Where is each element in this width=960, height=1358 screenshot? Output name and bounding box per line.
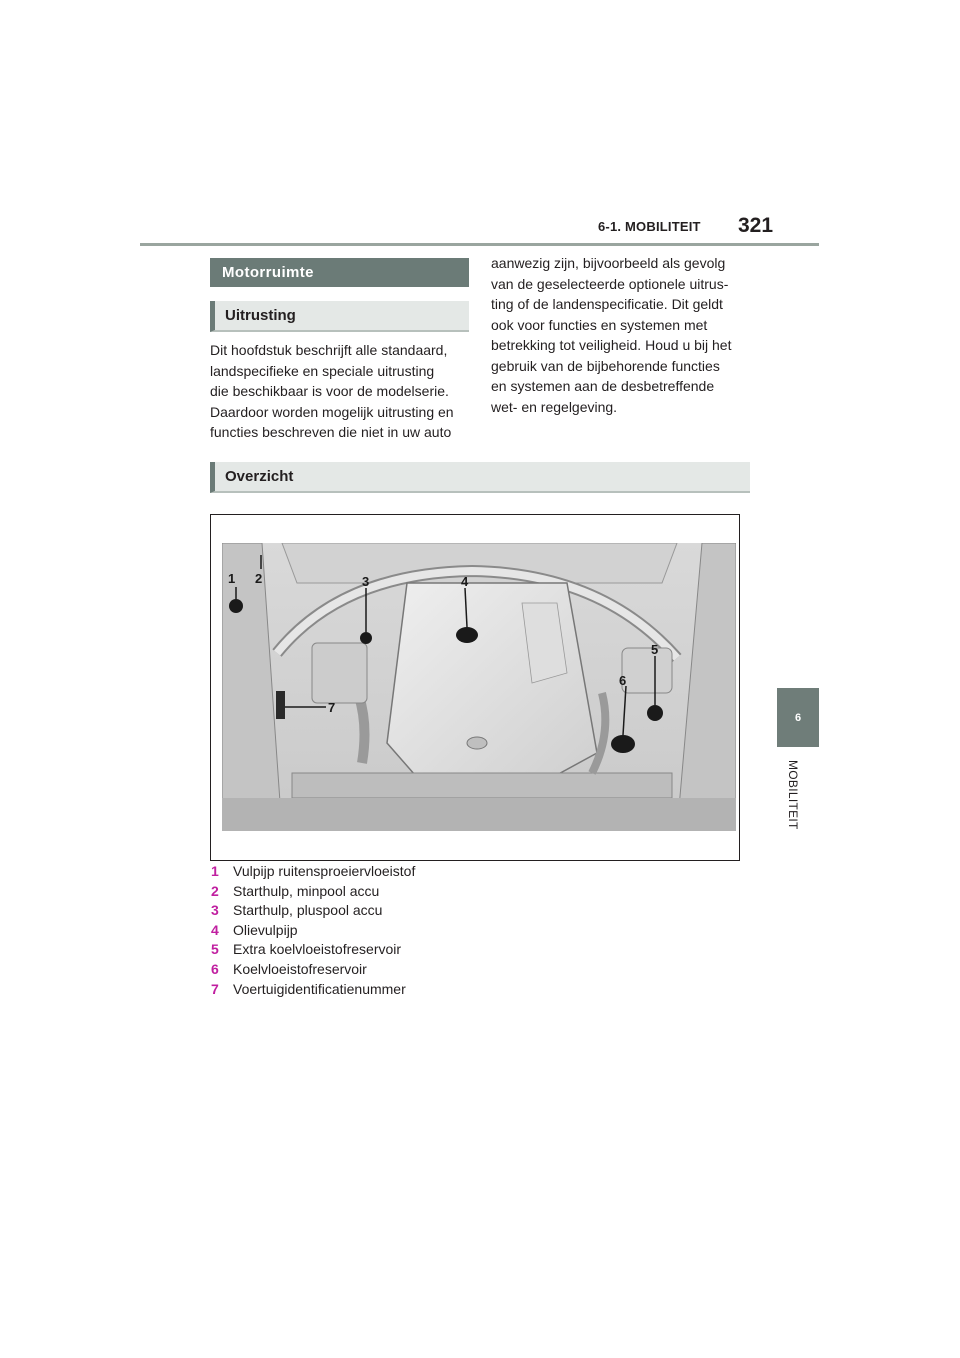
legend-text: Extra koelvloeistofreservoir [233,941,402,958]
section-title: 6-1. MOBILITEIT [598,219,701,234]
callout-5: 5 [651,642,659,657]
intro-paragraph-left [210,340,472,443]
text-line: ting of de landenspecificatie. Dit geldt [491,296,723,312]
legend-item [210,980,610,1000]
callout-3: 3 [362,574,370,589]
text-line: Dit hoofdstuk beschrijft alle standaard, [210,342,448,358]
callout-7: 7 [328,700,336,715]
legend-text: Voertuigidentificatienummer [233,980,406,997]
text-line: functies beschreven die niet in uw auto [210,424,452,440]
text-line: gebruik van de bijbehorende functies [491,357,720,374]
legend-number: 4 [211,921,219,938]
heading-overzicht: Overzicht [210,462,750,493]
legend-item [210,960,610,980]
text-line: aanwezig zijn, bijvoorbeeld als gevolg [491,255,726,271]
legend-number: 3 [211,902,219,919]
text-line: van de geselecteerde optionele uitrus- [491,275,729,292]
legend-text: Koelvloeistofreservoir [233,960,367,977]
legend-text: Starthulp, pluspool accu [233,902,383,919]
legend-item [210,882,610,902]
chapter-tab-label: MOBILITEIT [786,760,800,830]
legend-text: Olievulpijp [233,921,298,938]
text-line: die beschikbaar is voor de modelserie. [210,383,449,399]
text-line: ook voor functies en systemen met [491,316,708,333]
engine-bay-illustration [222,543,736,831]
legend-number: 6 [211,960,219,977]
intro-paragraph-right [491,253,753,417]
legend-text: Starthulp, minpool accu [233,882,380,899]
callout-2: 2 [255,571,263,586]
legend-number: 5 [211,941,219,958]
callout-1: 1 [228,571,236,586]
text-line: en systemen aan de desbetreffende [491,378,715,394]
figure-legend [210,862,610,999]
callout-6: 6 [619,673,627,688]
legend-item [210,862,610,882]
legend-text: Vulpijp ruitensproeiervloeistof [233,863,416,879]
heading-motorruimte: Motorruimte [210,258,469,287]
text-line: wet- en regelgeving. [491,398,618,415]
text-line: Daardoor worden mogelijk uitrusting en [210,403,454,420]
text-line: landspecifieke en speciale uitrusting [210,362,435,379]
page-number: 321 [738,214,774,237]
legend-number: 7 [211,980,219,997]
heading-uitrusting: Uitrusting [210,301,469,332]
legend-number: 1 [211,863,219,879]
legend-item [210,940,610,960]
callout-4: 4 [461,574,469,589]
chapter-tab-number: 6 [794,712,802,724]
legend-number: 2 [211,882,219,899]
legend-item [210,901,610,921]
header-divider [140,243,819,246]
text-line: betrekking tot veiligheid. Houd u bij het [491,337,732,353]
legend-item [210,921,610,941]
